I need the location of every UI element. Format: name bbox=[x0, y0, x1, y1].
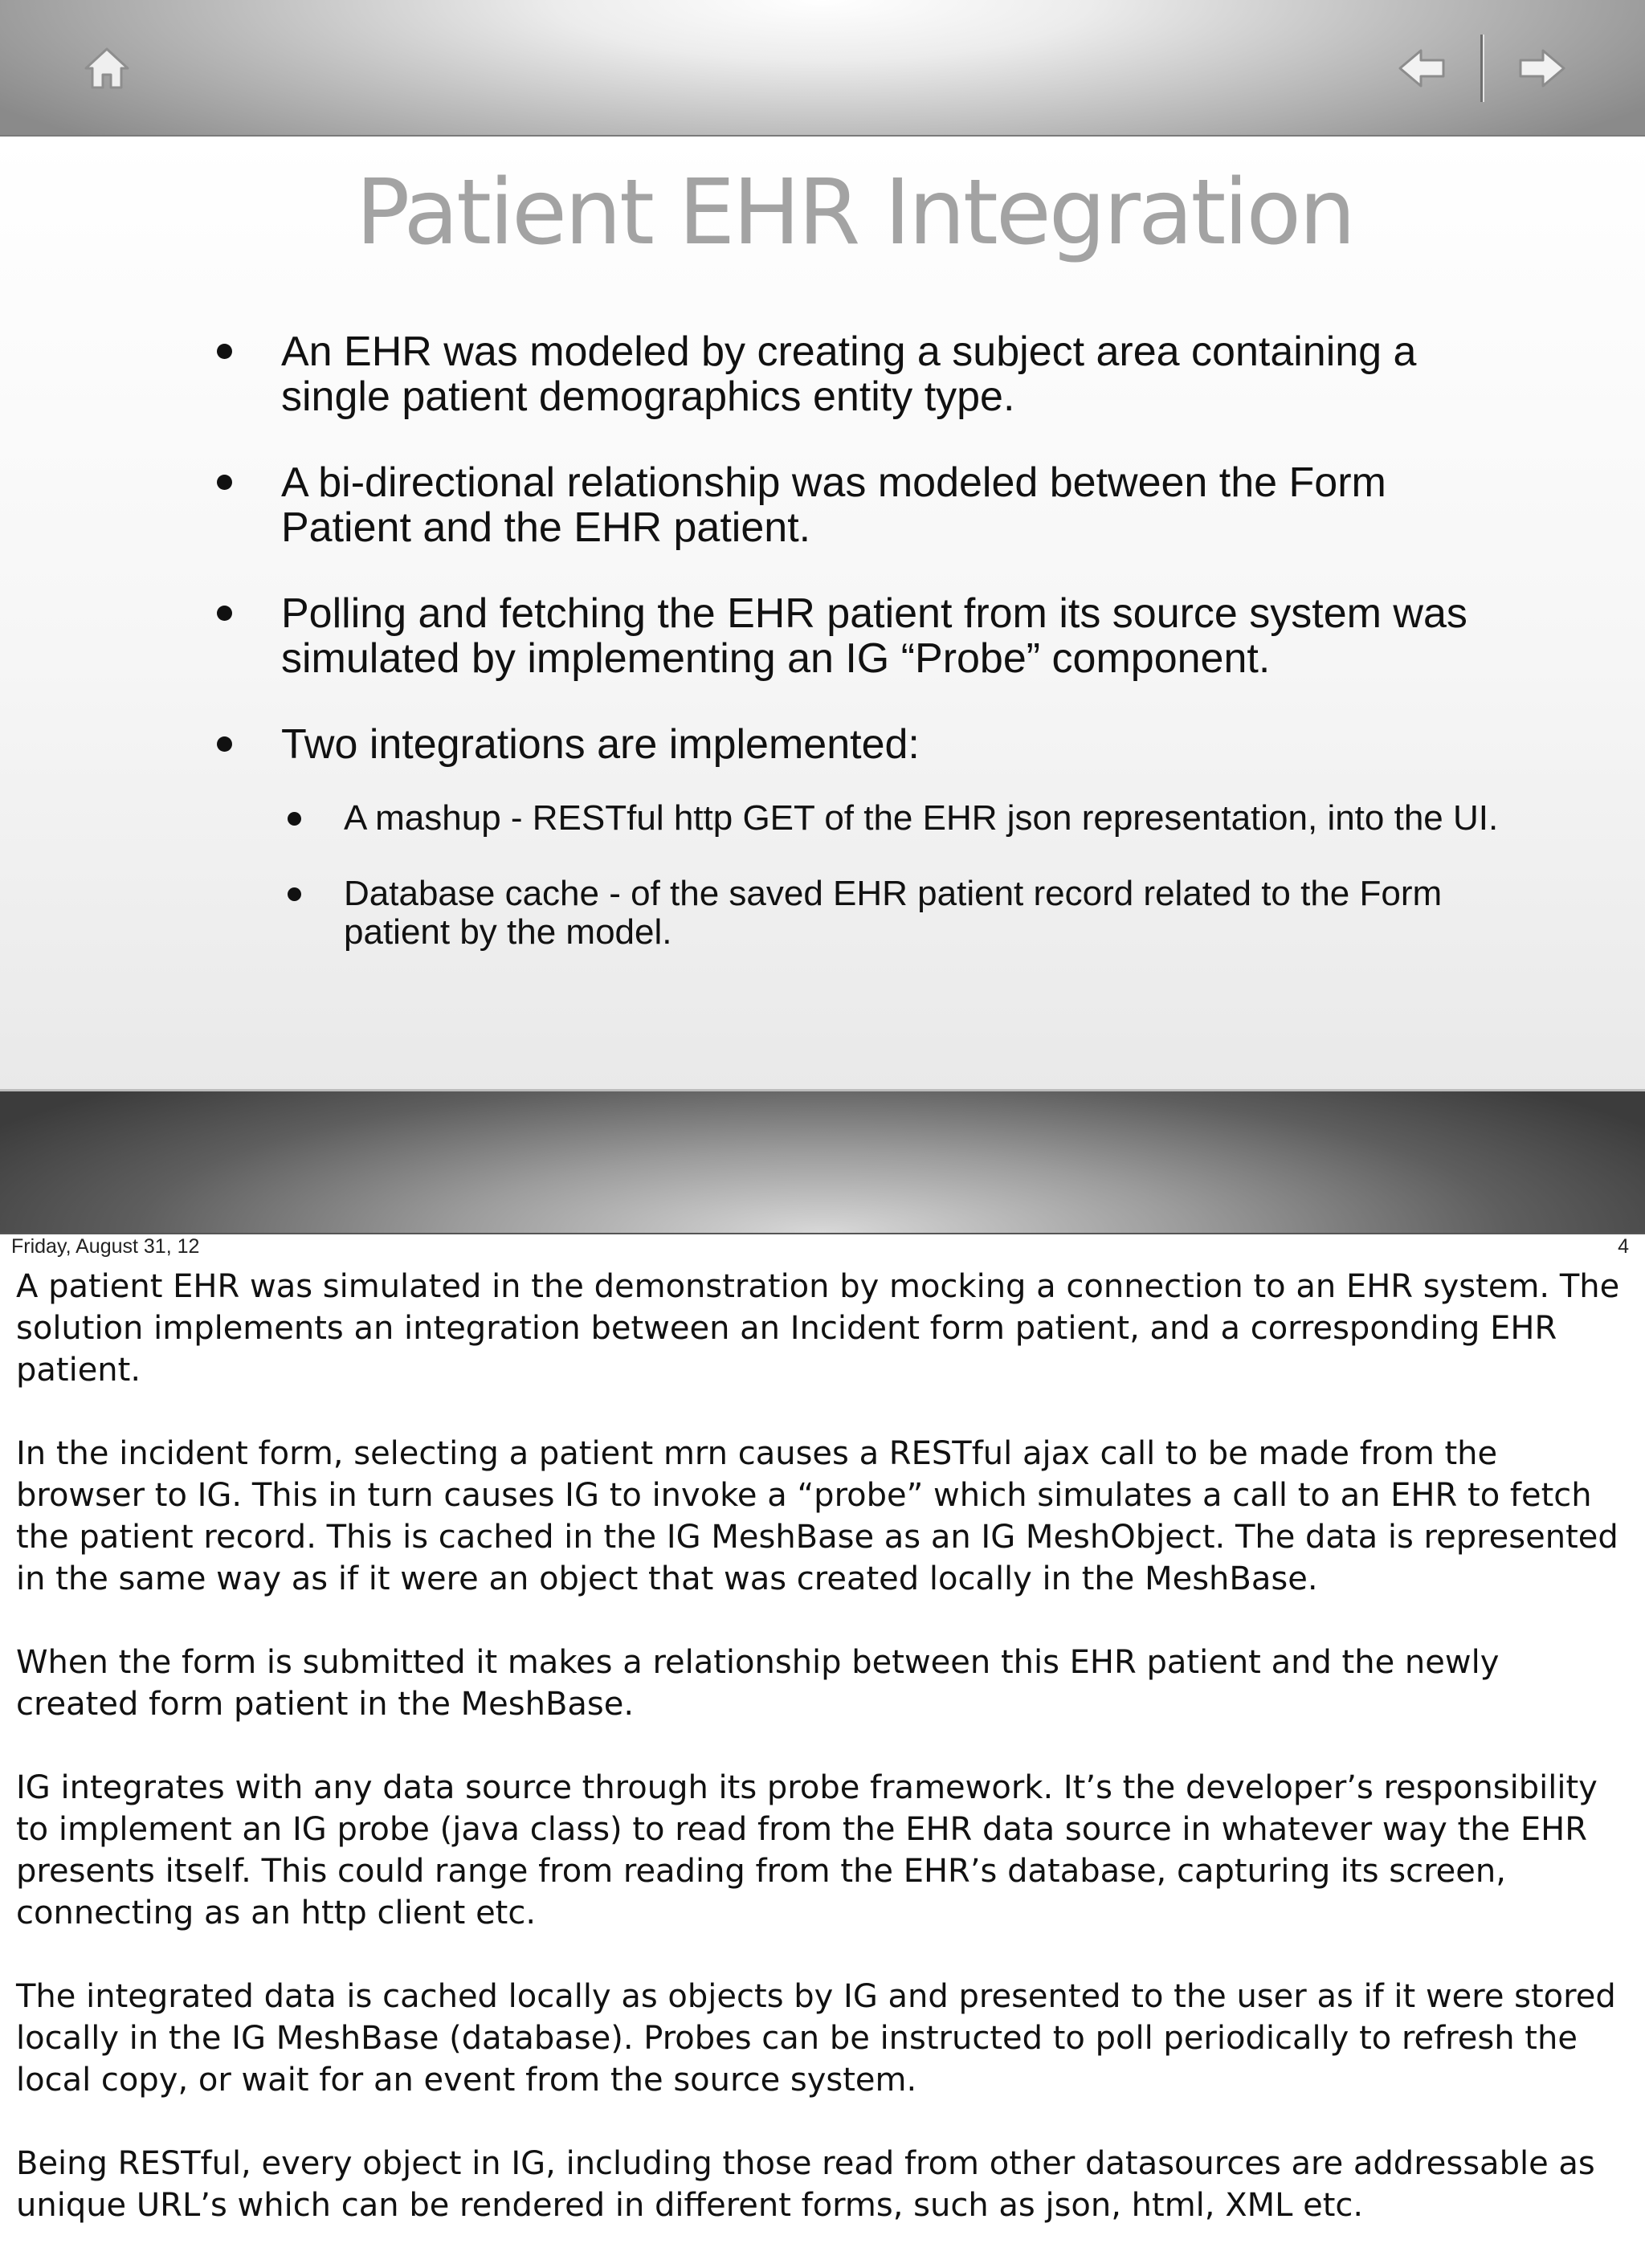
nav-separator bbox=[1480, 35, 1484, 102]
notes-paragraph: When the form is submitted it makes a relationship between this EHR patient and the newly created form patient in the MeshBase. bbox=[16, 1644, 1500, 1723]
sub-bullet-item: Database cache - of the saved EHR patient record related to the Form patient by the model. bbox=[273, 875, 1518, 952]
previous-slide-button[interactable] bbox=[1394, 40, 1450, 96]
bullet-item bbox=[217, 722, 1518, 952]
notes-paragraph: IG integrates with any data source through its probe framework. It’s the developer’s responsibility to implement an IG probe (java class) to read from the EHR data source in whatever way the EHR presents itself. This could range from reading from the EHR’s database, capturing its screen, connecting as an http client etc. bbox=[16, 1769, 1598, 1931]
next-slide-button[interactable] bbox=[1514, 40, 1570, 96]
arrow-right-icon bbox=[1517, 47, 1567, 89]
notes-paragraph: A patient EHR was simulated in the demonstration by mocking a connection to an EHR system. The solution implements an integration between an Incident form patient, and a corresponding EHR patient. bbox=[16, 1268, 1620, 1389]
bullet-item: Polling and fetching the EHR patient from its source system was simulated by implementing an IG “Probe” component. bbox=[217, 591, 1518, 681]
slide-navigation bbox=[1394, 32, 1570, 104]
slide-toolbar bbox=[0, 0, 1645, 137]
bullet-item: A bi-directional relationship was modeled between the Form Patient and the EHR patient. bbox=[217, 460, 1518, 550]
arrow-left-icon bbox=[1397, 47, 1447, 89]
notes-paragraph: The integrated data is cached locally as objects by IG and presented to the user as if it were stored locally in the IG MeshBase (database). Probes can be instructed to poll periodically to refresh the local copy, or wait for an event from the source system. bbox=[16, 1978, 1616, 2099]
sub-bullet-item: A mashup - RESTful http GET of the EHR json representation, into the UI. bbox=[273, 799, 1518, 838]
speaker-notes bbox=[16, 1266, 1631, 2268]
home-icon bbox=[83, 44, 131, 92]
notes-paragraph: In the incident form, selecting a patient mrn causes a RESTful ajax call to be made from the browser to IG. This in turn causes IG to invoke a “probe” which simulates a call to an EHR to fetch the patient record. This is cached in the IG MeshBase as an IG MeshObject. The data is represented in the same way as if it were an object that was created locally in the MeshBase. bbox=[16, 1435, 1618, 1597]
page-number: 4 bbox=[1618, 1235, 1629, 1258]
bullet-list bbox=[217, 329, 1518, 993]
slide-title: Patient EHR Integration bbox=[355, 161, 1354, 265]
footer-date: Friday, August 31, 12 bbox=[11, 1235, 200, 1258]
slide-bottom-bar bbox=[0, 1091, 1645, 1233]
slide-content bbox=[0, 137, 1645, 1091]
bullet-item: An EHR was modeled by creating a subject area containing a single patient demographics entity type. bbox=[217, 329, 1518, 419]
bullet-text: Two integrations are implemented: bbox=[281, 721, 920, 768]
sub-bullet-list bbox=[273, 799, 1518, 952]
home-button[interactable] bbox=[80, 42, 133, 95]
notes-paragraph: Being RESTful, every object in IG, including those read from other datasources are addressable as unique URL’s which can be rendered in different forms, such as json, html, XML etc. bbox=[16, 2145, 1595, 2224]
